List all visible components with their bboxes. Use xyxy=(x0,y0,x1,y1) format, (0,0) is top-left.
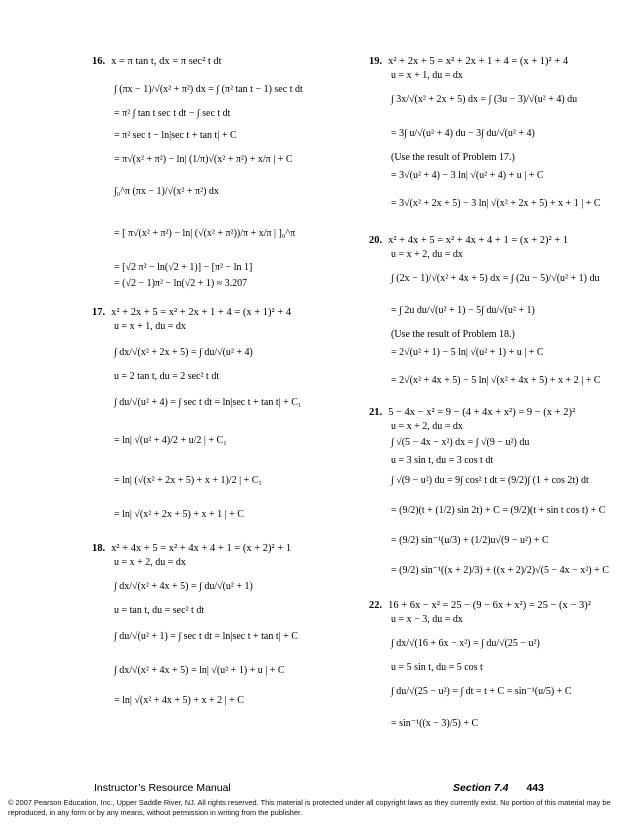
problem-19-line-2: u = x + 1, du = dx xyxy=(391,70,463,81)
problem-16-line-5: = π√(x² + π²) − ln| (1/π)√(x² + π²) + x/π | + C xyxy=(114,154,293,165)
problem-17-line-7: = ln| (√(x² + 2x + 5) + x + 1)/2 | + C₁ xyxy=(114,475,262,486)
problem-17-line-5: ∫ du/√(u² + 4) = ∫ sec t dt = ln|sec t + tan t| + C₁ xyxy=(114,397,302,408)
problem-16-line-6: ∫₀^π (πx − 1)/√(x² + π²) dx xyxy=(114,186,219,197)
problem-20-line-6: = 2√(u² + 1) − 5 ln| √(u² + 1) + u | + C xyxy=(391,347,544,358)
problem-19-line-1: 19. x² + 2x + 5 = x² + 2x + 1 + 4 = (x + 1)² + 4 xyxy=(369,56,569,67)
problem-21-line-3: ∫ √(5 − 4x − x²) dx = ∫ √(9 − u²) du xyxy=(391,437,530,448)
problem-16-number: 16. xyxy=(92,56,106,67)
problem-22-line-1: 22. 16 + 6x − x² = 25 − (9 − 6x + x²) = 25 − (x − 3)² xyxy=(369,600,591,611)
problem-19-line-5: (Use the result of Problem 17.) xyxy=(391,152,515,163)
problem-21-line-8: = (9/2) sin⁻¹((x + 2)/3) + ((x + 2)/2)√(5 − 4x − x²) + C xyxy=(391,565,609,576)
problem-22-line-4: u = 5 sin t, du = 5 cos t xyxy=(391,662,483,673)
problem-21-line-5: ∫ √(9 − u²) du = 9∫ cos² t dt = (9/2)∫ (1 + cos 2t) dt xyxy=(391,475,589,486)
problem-16-line-4: = π² sec t − ln|sec t + tan t| + C xyxy=(114,130,237,141)
problem-20-line-5: (Use the result of Problem 18.) xyxy=(391,329,515,340)
problem-18-line-2: u = x + 2, du = dx xyxy=(114,557,186,568)
problem-19-line-6: = 3√(u² + 4) − 3 ln| √(u² + 4) + u | + C xyxy=(391,170,544,181)
problem-18-line-5: ∫ du/√(u² + 1) = ∫ sec t dt = ln|sec t + tan t| + C xyxy=(114,631,298,642)
problem-17-line-1: 17. x² + 2x + 5 = x² + 2x + 1 + 4 = (x + 1)² + 4 xyxy=(92,307,292,318)
problem-18-line-1: 18. x² + 4x + 5 = x² + 4x + 4 + 1 = (x + 2)² + 1 xyxy=(92,543,292,554)
problem-18-line-6: ∫ dx/√(x² + 4x + 5) = ln| √(u² + 1) + u | + C xyxy=(114,665,285,676)
problem-22-line-6: = sin⁻¹((x − 3)/5) + C xyxy=(391,718,479,729)
problem-21-line-2: u = x + 2, du = dx xyxy=(391,421,463,432)
problem-16-line-7: = [ π√(x² + π²) − ln| (√(x² + π²))/π + x/π | ]₀^π xyxy=(114,228,296,239)
problem-21-line-4: u = 3 sin t, du = 3 cos t dt xyxy=(391,455,494,466)
problem-17-line-2: u = x + 1, du = dx xyxy=(114,321,186,332)
problem-18-number: 18. xyxy=(92,543,106,554)
problem-16-line-9: = (√2 − 1)π² − ln(√2 + 1) ≈ 3.207 xyxy=(114,278,248,289)
problem-20-number: 20. xyxy=(369,235,383,246)
problem-20-line-7: = 2√(x² + 4x + 5) − 5 ln| √(x² + 4x + 5) + x + 2 | + C xyxy=(391,375,601,386)
footer-section: Section 7.4 xyxy=(453,782,509,794)
problem-19-line-4: = 3∫ u/√(u² + 4) du − 3∫ du/√(u² + 4) xyxy=(391,128,535,139)
problem-19-line-7: = 3√(x² + 2x + 5) − 3 ln| √(x² + 2x + 5) + x + 1 | + C xyxy=(391,198,601,209)
problem-22-number: 22. xyxy=(369,600,383,611)
problem-18-line-3: ∫ dx/√(x² + 4x + 5) = ∫ du/√(u² + 1) xyxy=(114,581,253,592)
problem-21-line-1: 21. 5 − 4x − x² = 9 − (4 + 4x + x²) = 9 − (x + 2)² xyxy=(369,407,576,418)
problem-21-line-7: = (9/2) sin⁻¹(u/3) + (1/2)u√(9 − u²) + C xyxy=(391,535,549,546)
problem-19-number: 19. xyxy=(369,56,383,67)
problem-21-number: 21. xyxy=(369,407,383,418)
problem-17-line-3: ∫ dx/√(x² + 2x + 5) = ∫ du/√(u² + 4) xyxy=(114,347,253,358)
problem-16-line-8: = [√2 π² − ln(√2 + 1)] − [π² − ln 1] xyxy=(114,262,253,273)
problem-16-line-2: ∫ (πx − 1)/√(x² + π²) dx = ∫ (π² tan t − 1) sec t dt xyxy=(114,84,303,95)
footer-page-number: 443 xyxy=(526,782,544,794)
problem-19-line-3: ∫ 3x/√(x² + 2x + 5) dx = ∫ (3u − 3)/√(u² + 4) du xyxy=(391,94,578,105)
problem-17-line-8: = ln| √(x² + 2x + 5) + x + 1 | + C xyxy=(114,509,244,520)
problem-16-line-1: 16. x = π tan t, dx = π sec² t dt xyxy=(92,56,222,67)
footer-manual-title: Instructor’s Resource Manual xyxy=(94,782,231,794)
copyright-notice: © 2007 Pearson Education, Inc., Upper Saddle River, NJ. All rights reserved. This material is protected under all copyright laws as they currently exist. No portion of this material may be reproduced, in any form or by any means, without permission in writing from the publisher. xyxy=(8,798,611,817)
problem-17-line-4: u = 2 tan t, du = 2 sec² t dt xyxy=(114,371,220,382)
problem-18-line-7: = ln| √(x² + 4x + 5) + x + 2 | + C xyxy=(114,695,244,706)
problem-20-line-2: u = x + 2, du = dx xyxy=(391,249,463,260)
problem-21-line-6: = (9/2)(t + (1/2) sin 2t) + C = (9/2)(t + sin t cos t) + C xyxy=(391,505,606,516)
problem-20-line-4: = ∫ 2u du/√(u² + 1) − 5∫ du/√(u² + 1) xyxy=(391,305,535,316)
problem-18-line-4: u = tan t, du = sec² t dt xyxy=(114,605,205,616)
problem-22-line-5: ∫ du/√(25 − u²) = ∫ dt = t + C = sin⁻¹(u/5) + C xyxy=(391,686,572,697)
problem-22-line-3: ∫ dx/√(16 + 6x − x²) = ∫ du/√(25 − u²) xyxy=(391,638,540,649)
problem-20-line-3: ∫ (2x − 1)/√(x² + 4x + 5) dx = ∫ (2u − 5)/√(u² + 1) du xyxy=(391,273,600,284)
footer-section-page xyxy=(453,782,544,794)
problem-20-line-1: 20. x² + 4x + 5 = x² + 4x + 4 + 1 = (x + 2)² + 1 xyxy=(369,235,569,246)
problem-17-line-6: = ln| √(u² + 4)/2 + u/2 | + C₁ xyxy=(114,435,227,446)
problem-22-line-2: u = x − 3, du = dx xyxy=(391,614,463,625)
problem-16-line-3: = π² ∫ tan t sec t dt − ∫ sec t dt xyxy=(114,108,231,119)
problem-17-number: 17. xyxy=(92,307,106,318)
